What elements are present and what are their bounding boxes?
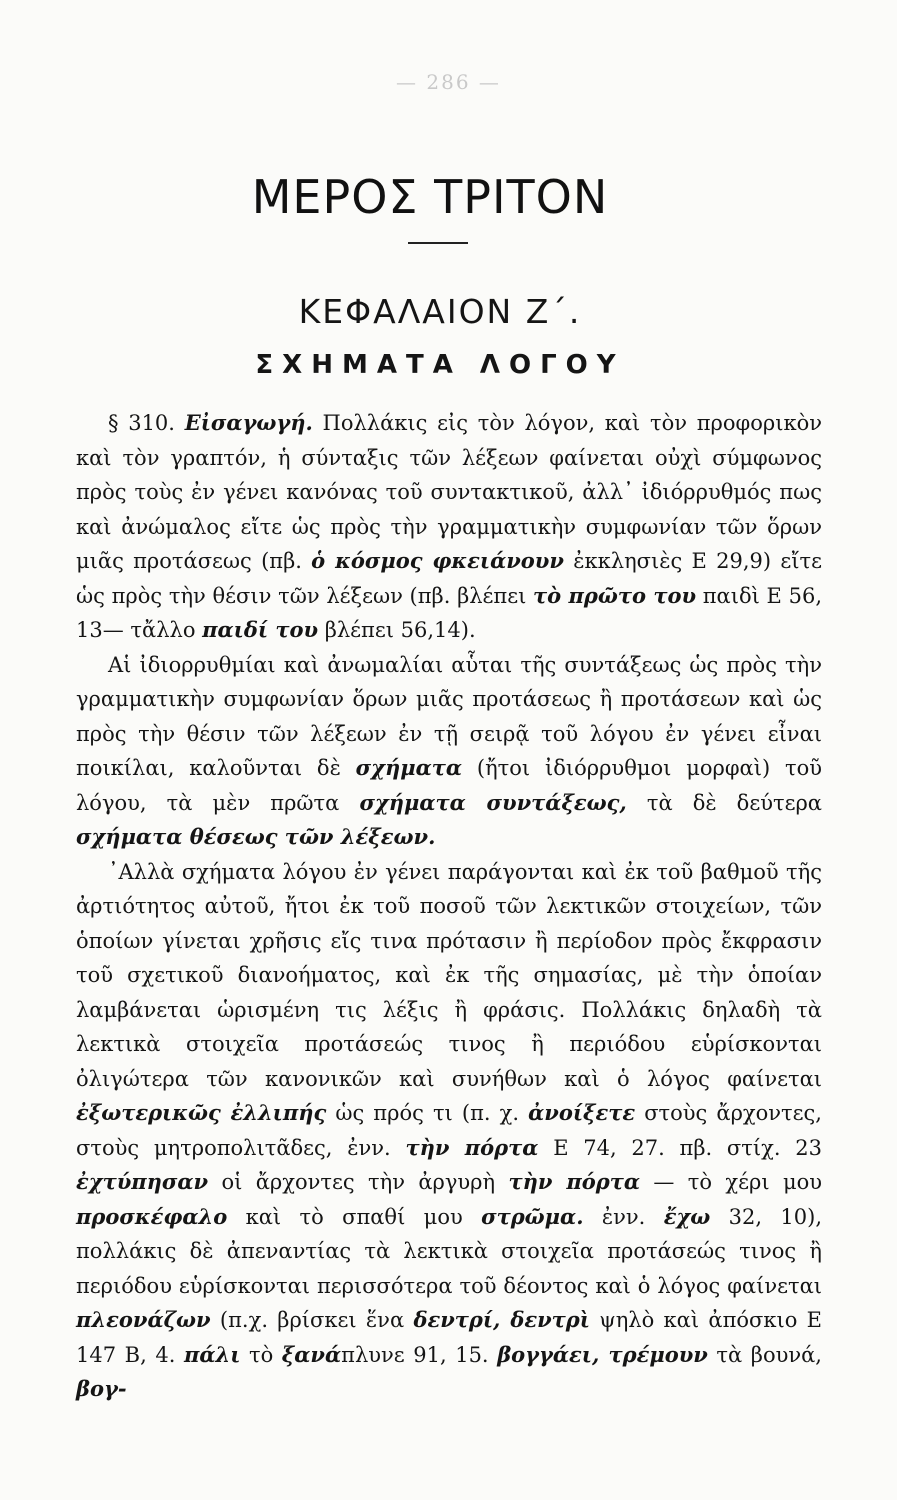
emphasis-text: ἐχτύπησαν (76, 1169, 209, 1194)
emphasis-text: δεντρί, δεντρὶ (413, 1307, 590, 1332)
text-run: παιδὶ Ε 56, 13— τἄλλο (76, 583, 822, 642)
part-title: ΜΕΡΟΣ ΤΡΙΤΟΝ (251, 170, 609, 224)
text-run: Ε 74, 27. πβ. στίχ. 23 (538, 1135, 822, 1160)
emphasis-text: τὴν πόρτα (405, 1134, 539, 1160)
emphasis-text: τὸ πρῶτο του (533, 582, 697, 608)
paragraph (76, 855, 822, 1407)
emphasis-text: ἀνοίξετε (528, 1100, 636, 1125)
emphasis-text: σχήματα θέσεως τῶν λέξεων. (76, 824, 436, 849)
text-run: ᾽Αλλὰ σχήματα λόγου ἐν γένει παράγονται καὶ ἐκ τοῦ βαθμοῦ τῆς ἀρτιότητος αὐτοῦ, ἤτοι ἐκ τοῦ ποσοῦ τῶν λεκτικῶν στοιχείων, τῶν ὁποίων γίνεται χρῆσις εἴς τινα πρότασιν ἢ περίοδον πρὸς ἔκφρασιν τοῦ σχετικοῦ διανοήματος, καὶ ἐκ τῆς σημασίας, μὲ τὴν ὁποίαν λαμβάνεται ὡρισμένη τις λέξις ἢ φράσις. Πολλάκις δηλαδὴ τὰ λεκτικὰ στοιχεῖα προτάσεώς τινος ἢ περιόδου εὑρίσκονται ὀλιγώτερα τῶν κανονικῶν καὶ συνήθων καὶ ὁ λόγος φαίνεται (76, 859, 822, 1091)
emphasis-text: στρῶμα. (481, 1203, 584, 1229)
emphasis-text: προσκέφαλο (76, 1203, 228, 1229)
text-run: βλέπει 56,14). (318, 618, 476, 642)
emphasis-text: ἔχω (663, 1203, 711, 1229)
text-run: (π.χ. βρίσκει ἕνα (210, 1308, 414, 1332)
text-run: οἱ ἄρχοντες τὴν ἀργυρὴ (208, 1170, 509, 1194)
emphasis-text: σχήματα (355, 755, 463, 780)
emphasis-text: ξανά (281, 1341, 342, 1367)
emphasis-text: πάλι (183, 1341, 241, 1367)
text-run: τὸ (240, 1342, 282, 1367)
emphasis-text: ἐξωτερικῶς ἐλλιπής (76, 1100, 327, 1125)
text-run: § 310. (108, 411, 185, 435)
text-run: καὶ τὸ σπαθί μου (227, 1204, 482, 1229)
text-run: 32, 10), πολλάκις δὲ ἀπεναντίας τὰ λεκτικὰ στοιχεῖα προτάσεώς τινος ἢ περιόδου εὑρίσκονται περισσότερα τοῦ δέοντος καὶ ὁ λόγος φαίνεται (76, 1204, 823, 1298)
text-run: ἐνν. (583, 1204, 664, 1229)
text-run: Πολλάκις εἰς τὸν λόγον, καὶ τὸν προφορικὸν καὶ τὸν γραπτόν, ἡ σύνταξις τῶν λέξεων φαίνεται οὐχὶ σύμφωνος πρὸς τοὺς ἐν γένει κανόνας τοῦ συντακτικοῦ, ἀλλ᾽ ἰδιόρρυθμός πως καὶ ἀνώμαλος εἴτε ὡς πρὸς τὴν γραμματικὴν συμφωνίαν τῶν ὅρων μιᾶς προτάσεως (πβ. (76, 411, 822, 573)
text-run: στοὺς ἄρχοντες, στοὺς μητροπολιτᾶδες, ἐνν. (76, 1101, 822, 1160)
page-number: — 286 — (396, 70, 501, 94)
text-run: ὡς πρός τι (π. χ. (326, 1101, 529, 1125)
emphasis-text: πλεονάζων (76, 1307, 211, 1332)
text-run: — τὸ χέρι μου (640, 1170, 823, 1194)
chapter-title: ΚΕΦΑΛΑΙΟΝ Ζ΄. (298, 292, 582, 331)
text-run: τὰ δὲ δεύτερα (626, 790, 822, 815)
text-run: πλυνε 91, 15. (341, 1342, 498, 1367)
body-text (76, 406, 822, 1407)
emphasis-text: τὴν πόρτα (508, 1169, 641, 1194)
emphasis-text: Εἰσαγωγή. (184, 410, 313, 435)
paragraph (76, 406, 822, 648)
emphasis-text: βογγάει, τρέμουν (497, 1341, 708, 1367)
emphasis-text: παιδί του (202, 617, 319, 642)
text-run: (ἤτοι ἰδιόρρυθμοι μορφαὶ) τοῦ λόγου, τὰ μὲν πρῶτα (76, 756, 823, 815)
text-run: ἐκκλησιὲς Ε 29,9) εἴτε ὡς πρὸς τὴν θέσιν τῶν λέξεων (πβ. βλέπει (76, 549, 822, 608)
title-rule (408, 242, 468, 244)
emphasis-text: ὁ κόσμος φκειάνουν (311, 548, 564, 573)
text-run: ψηλὸ καὶ ἀπόσκιο Ε 147 Β, 4. (76, 1308, 823, 1367)
chapter-subtitle: ΣΧΗΜΑΤΑ ΛΟΓΟΥ (255, 350, 625, 380)
paragraph (76, 648, 822, 855)
text-run: τὰ βουνά, (707, 1342, 822, 1367)
emphasis-text: βογ- (76, 1376, 127, 1401)
text-run: Αἱ ἰδιορρυθμίαι καὶ ἀνωμαλίαι αὗται τῆς συντάξεως ὡς πρὸς τὴν γραμματικὴν συμφωνίαν ὅρων μιᾶς προτάσεως ἢ προτάσεων καὶ ὡς πρὸς τὴν θέσιν τῶν λέξεων ἐν τῇ σειρᾷ τοῦ λόγου ἐν γένει εἶναι ποικίλαι, καλοῦνται δὲ (76, 652, 822, 780)
emphasis-text: σχήματα συντάξεως, (359, 789, 627, 815)
